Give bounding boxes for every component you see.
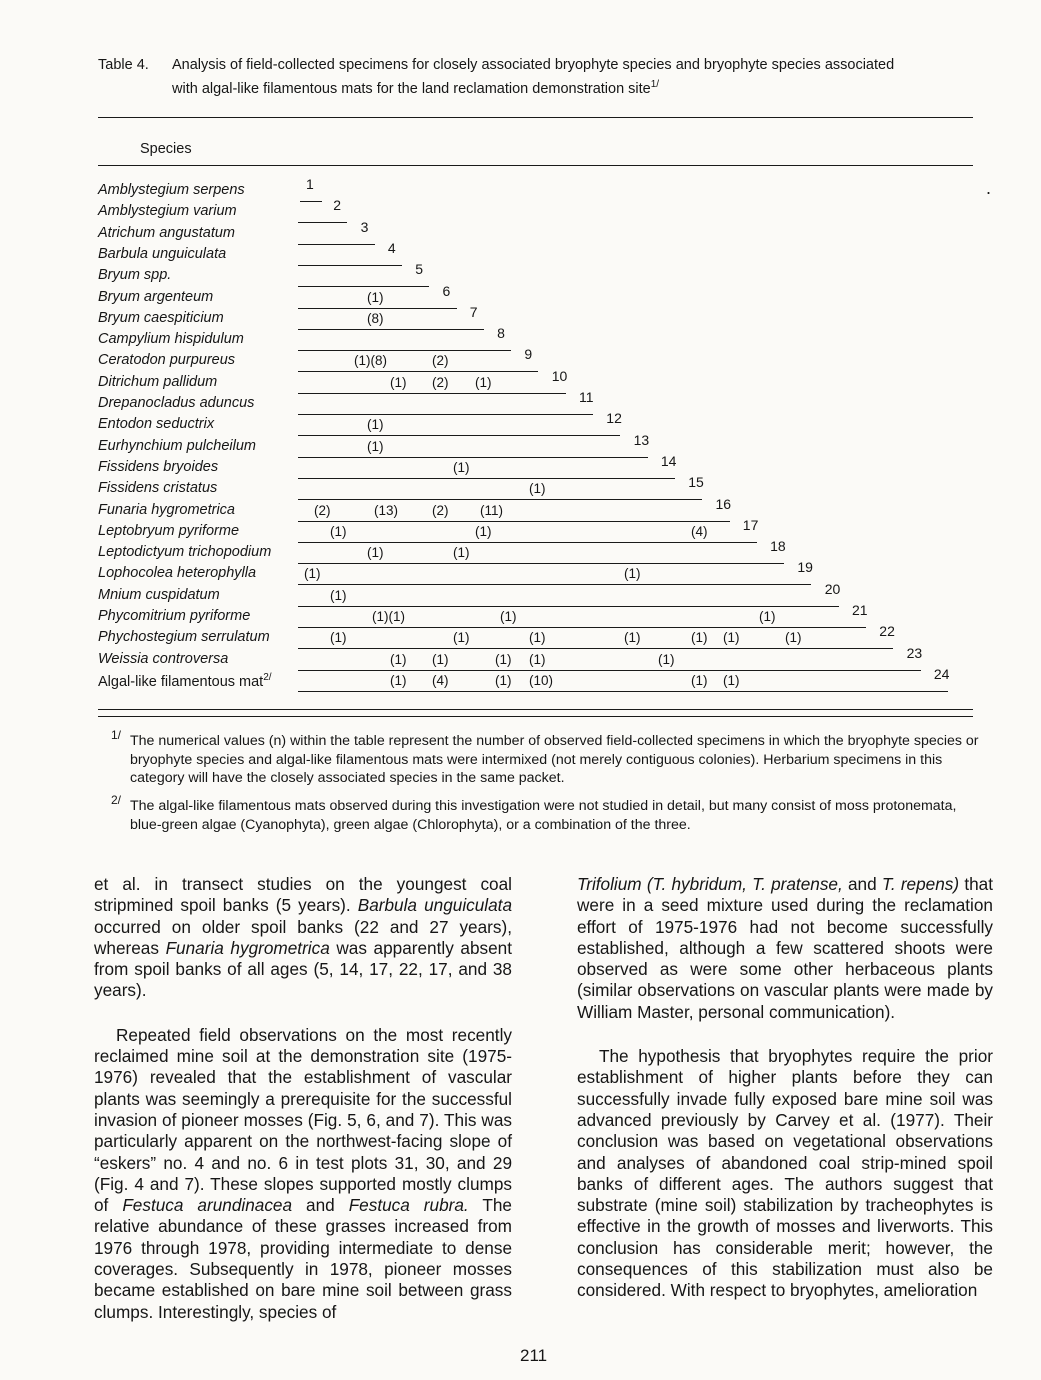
association-count: (13) — [374, 502, 399, 518]
species-name: Eurhynchium pulcheilum — [98, 437, 256, 454]
association-count: (1) — [495, 651, 512, 667]
species-name: Bryum argenteum — [98, 288, 214, 305]
text-run: Repeated field observations on the most recently reclaimed mine soil at the demonstration site (1975-1976) revealed that the establishment of vascular plants was seemingly a prerequisite for the successful invasion of pioneer mosses (Fig. 5, 6, and 7). This was particularly apparent on the northwest-facing slope of “eskers” no. 4 and no. 6 in test plots 31, 30, and 29 (Fig. 4 and 7). These slopes supported mostly clumps of — [94, 1024, 512, 1216]
text-run: occurred on older spoil banks (22 and 27 years), whereas — [94, 916, 512, 958]
association-count: (2) — [432, 353, 449, 369]
left-paragraph-1 — [94, 874, 512, 1002]
species-name: Leptodictyum trichopodium — [98, 544, 272, 561]
row-underline — [298, 606, 839, 607]
left-paragraph-2 — [94, 1025, 512, 1323]
diagonal-index: 18 — [770, 538, 786, 555]
row-underline — [298, 584, 811, 585]
association-count: (1) — [390, 374, 407, 390]
diagonal-index: 16 — [715, 495, 732, 512]
association-count: (1) — [390, 672, 407, 688]
stray-dot: . — [986, 178, 992, 198]
row-underline — [298, 308, 457, 309]
species-name: Campylium hispidulum — [98, 331, 244, 348]
association-count: (1) — [759, 609, 776, 624]
association-count: (1) — [453, 545, 470, 561]
page-number: 211 — [520, 1346, 548, 1365]
species-name: Fissidens bryoides — [98, 458, 219, 475]
species-name: Entodon seductrix — [98, 416, 215, 433]
row-underline — [298, 265, 402, 266]
text-run: and — [292, 1195, 349, 1216]
species-name: Funaria hygrometrica — [98, 501, 235, 518]
association-count: (8) — [367, 310, 384, 326]
diagonal-index: 2 — [333, 197, 342, 214]
species-name: Leptobryum pyriforme — [98, 522, 240, 539]
species-name: Fissidens cristatus — [98, 480, 218, 497]
association-count: (1) — [432, 651, 449, 667]
diagonal-index: 9 — [524, 346, 533, 363]
association-count: (2) — [314, 502, 331, 518]
footnote-2: The algal-like filamentous mats observed during this investigation were not studied in detail, but many consist of moss protonemata, blue-green algae (Cyanophyta), green algae (Chlorophyta), or a combination of the three. — [130, 798, 957, 833]
row-underline — [298, 542, 757, 543]
row-underline — [298, 350, 511, 351]
left-column — [94, 874, 512, 1346]
row-underline — [298, 329, 484, 330]
species-column-header: Species — [140, 141, 192, 157]
association-count: (1) — [475, 374, 492, 390]
row-underline — [298, 286, 429, 287]
diagonal-index: 5 — [415, 261, 423, 278]
row-underline — [298, 414, 593, 415]
row-underline — [298, 627, 866, 628]
species-name: Amblystegium varium — [98, 203, 237, 220]
association-count: (1) — [624, 630, 641, 646]
table-bottom-rule-2 — [98, 716, 973, 717]
association-count: (1) — [475, 523, 492, 539]
species-name: T. repens) — [881, 874, 960, 894]
species-name: Phychostegium serrulatum — [98, 629, 270, 646]
species-name: Algal-like filamentous mat$^{2/}$ — [98, 671, 272, 690]
association-count: (1) — [330, 523, 347, 539]
species-footnote-mark: 2/ — [263, 671, 272, 683]
diagonal-index: 12 — [606, 410, 622, 427]
diagonal-index: 4 — [387, 239, 396, 256]
association-count: (4) — [691, 523, 708, 539]
association-count: (1) — [304, 566, 321, 582]
footnote-1-mark: 1/ — [111, 728, 122, 742]
association-count: (1) — [453, 630, 470, 646]
right-column — [577, 874, 993, 1325]
species-name: Ditrichum pallidum — [98, 373, 218, 390]
diagonal-index: 22 — [879, 623, 895, 640]
diagonal-index: 23 — [906, 644, 923, 661]
footnote-2-mark: 2/ — [111, 793, 122, 807]
association-count: (1) — [330, 630, 347, 646]
row-underline — [298, 521, 730, 522]
table-label: Table 4. — [98, 57, 149, 73]
row-underline — [298, 499, 702, 500]
row-underline — [298, 435, 620, 436]
row-underline — [298, 371, 538, 372]
diagonal-index: 17 — [742, 516, 759, 533]
species-name: Barbula unguiculata — [357, 895, 512, 916]
association-count: (10) — [529, 672, 554, 688]
species-name: Bryum spp. — [98, 267, 172, 284]
row-underline — [298, 563, 784, 564]
row-underline — [298, 670, 921, 671]
diagonal-index: 1 — [306, 176, 314, 192]
diagonal-index: 24 — [933, 665, 950, 682]
association-count: (1) — [624, 566, 641, 582]
diagonal-index: 14 — [660, 452, 677, 469]
diagonal-index: 8 — [497, 325, 505, 342]
association-count: (1) — [367, 438, 384, 454]
diagonal-index: 15 — [688, 474, 704, 491]
diagonal-index: 20 — [824, 580, 841, 597]
right-paragraph-2: The hypothesis that bryophytes require the prior establishment of higher plants before they can successfully invade fully exposed bare mine soil was advanced previously by Carvey et al. (1977). Their conclusion was based on vegetational observations and analyses of abandoned coal strip-mined spoil banks of different ages. The authors suggest that substrate (mine soil) stabilization by tracheophytes is effective in the growth of mosses and liverworts. This conclusion has considerable merit; however, the consequences of this stabilization must also be considered. With respect to bryophytes, amelioration — [577, 1046, 993, 1301]
row-underline — [298, 457, 648, 458]
association-count: (1) — [453, 459, 470, 475]
species-name: Ceratodon purpureus — [98, 352, 236, 369]
association-count: (1) — [500, 609, 517, 624]
diagonal-index: 10 — [551, 367, 568, 384]
diagonal-index: 13 — [633, 431, 650, 448]
diagonal-index: 11 — [579, 389, 594, 405]
row-underline — [298, 222, 347, 223]
association-count: (1) — [367, 289, 384, 305]
association-count: (2) — [432, 502, 449, 518]
diagonal-index: 19 — [797, 559, 813, 576]
caption-footnote-mark: 1/ — [650, 79, 660, 90]
row-underline — [298, 691, 948, 692]
footnote-1: The numerical values (n) within the table represent the number of observed field-collected specimens in which the bryophyte species or bryophyte species and algal-like filamentous mats were intermixed (not merely contiguous colonies). Herbarium specimens in this category will have the closely associated species in the same packet. — [130, 733, 979, 786]
diagonal-index: 21 — [852, 602, 868, 618]
association-count: (1) — [529, 481, 546, 497]
caption-line-1: Analysis of field-collected specimens for closely associated bryophyte species and bryophyte species associated — [172, 57, 895, 73]
diagonal-index: 6 — [442, 282, 451, 299]
association-count: (1)(8) — [354, 353, 387, 369]
diagonal-index: 3 — [360, 218, 369, 235]
association-count: (1)(1) — [372, 609, 405, 624]
species-name: Barbula unguiculata — [98, 245, 227, 262]
association-count: (1) — [367, 417, 384, 433]
species-name: Festuca arundinacea — [122, 1195, 293, 1216]
association-count: (1) — [529, 630, 546, 646]
text-run: The relative abundance of these grasses increased from 1976 through 1978, providing intermediate to dense coverages. Subsequently in 1978, pioneer mosses became established on bare mine soil between grass clumps. Interestingly, species of — [94, 1195, 512, 1322]
row-underline — [300, 201, 322, 202]
species-name: Drepanocladus aduncus — [98, 395, 255, 411]
row-underline — [298, 393, 566, 394]
association-count: (1) — [691, 630, 708, 646]
association-count: (1) — [785, 630, 802, 646]
row-underline — [298, 478, 675, 479]
association-count: (11) — [480, 502, 504, 518]
association-count: (4) — [432, 672, 449, 688]
species-name: Trifolium (T. hybridum, T. pratense, — [577, 874, 843, 894]
association-count: (2) — [432, 374, 449, 390]
association-count: (1) — [529, 651, 546, 667]
association-count: (1) — [367, 545, 384, 561]
species-name: Funaria hygrometrica — [165, 937, 330, 958]
species-name: Mnium cuspidatum — [98, 586, 220, 603]
association-count: (1) — [723, 672, 740, 688]
diagonal-index: 7 — [469, 303, 478, 320]
row-underline — [298, 244, 375, 245]
text-run: et al. in transect studies on the youngest coal stripmined spoil banks (5 years). — [94, 874, 512, 916]
species-name: Festuca rubra. — [348, 1195, 469, 1216]
species-name: Phycomitrium pyriforme — [98, 608, 251, 624]
text-run: and — [842, 874, 882, 894]
association-count: (1) — [723, 630, 740, 646]
association-count: (1) — [658, 651, 675, 667]
association-count: (1) — [330, 587, 347, 603]
right-paragraph-1 — [577, 874, 993, 1023]
caption-line-2-text: with algal-like filamentous mats for the land reclamation demonstration site — [172, 80, 651, 97]
species-name: Weissia controversa — [98, 650, 229, 667]
association-count: (1) — [495, 672, 512, 688]
species-name: Amblystegium serpens — [98, 182, 245, 198]
association-count: (1) — [390, 651, 407, 667]
text-run: was apparently absent from spoil banks of all ages (5, 14, 17, 22, 17, and 38 years). — [94, 937, 512, 1001]
species-name: Lophocolea heterophylla — [98, 565, 257, 582]
association-count: (1) — [691, 672, 708, 688]
row-underline — [298, 648, 893, 649]
species-name: Bryum caespiticium — [98, 309, 224, 326]
species-name: Atrichum angustatum — [98, 224, 236, 241]
text-run: that were in a seed mixture used during the reclamation effort of 1975-1976 had not become successfully established, although a few scattered shoots were observed as were some other herbaceous plants (similar observations on vascular plants were made by William Master, personal communication). — [577, 874, 994, 1022]
table-bottom-rule-1 — [98, 709, 973, 710]
